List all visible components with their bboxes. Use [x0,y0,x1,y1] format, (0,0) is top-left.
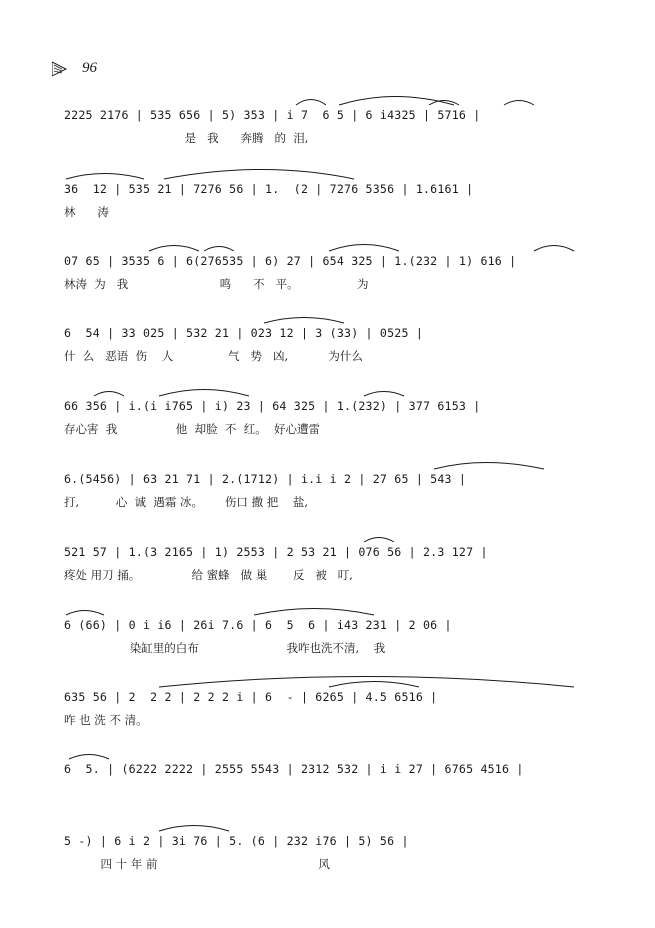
notation-line: 521 57 | 1.(3 2165 | 1) 2553 | 2 53 21 | 076 56 | 2.3 127 | [64,545,488,559]
notation-line: 66 356 | i.(i i765 | i) 23 | 64 325 | 1.(232) | 377 6153 | [64,399,481,413]
lyric-line: 林涛 为 我 鸣 不 平。 为 [64,277,369,291]
lyric-line: 咋 也 洗 不 清。 [64,713,148,727]
lyric-line: 林 涛 [64,205,109,219]
notation-line: 635 56 | 2 2 2 | 2 2 2 i | 6 - | 6265 | 4.5 6516 | [64,690,438,704]
page-number: 96 [82,60,97,76]
lyric-line: 是 我 奔腾 的 泪, [64,131,309,145]
lyric-line: 存心害 我 他 却脸 不 红。 好心遭雷 [64,422,321,436]
notation-line: 07 65 | 3535 6 | 6(276535 | 6) 27 | 654 325 | 1.(232 | 1) 616 | [64,254,517,268]
notation-line: 6 (66) | 0 i i6 | 26i 7.6 | 6 5 6 | i43 231 | 2 06 | [64,618,452,632]
lyric-line: 疼处 用刀 捅。 给 蜜蜂 做 巢 反 被 叮, [64,568,353,582]
notation-line: 2225 2176 | 535 656 | 5) 353 | i 7 6 5 | 6 i4325 | 5716 | [64,108,481,122]
lyric-line: 四 十 年 前 风 [64,857,330,871]
page-corner-ornament-icon [52,60,72,78]
lyric-line: 打, 心 诚 遇霜 冰。 伤口 撒 把 盐, [64,495,309,509]
notation-line: 6 54 | 33 025 | 532 21 | 023 12 | 3 (33) | 0525 | [64,326,424,340]
lyric-line: 什 么 恶语 伤 人 气 势 凶, 为什么 [64,349,363,363]
lyric-line [64,784,584,800]
notation-line: 36 12 | 535 21 | 7276 56 | 1. (2 | 7276 5356 | 1.6161 | [64,182,474,196]
notation-line: 5 -) | 6 i 2 | 3i 76 | 5. (6 | 232 i76 | 5) 56 | [64,834,409,848]
notation-line: 6 5. | (6222 2222 | 2555 5543 | 2312 532 | i i 27 | 6765 4516 | [64,762,524,776]
lyric-line: 染缸里的白布 我咋也洗不清, 我 [64,641,386,655]
notation-line: 6.(5456) | 63 21 71 | 2.(1712) | i.i i 2 | 27 65 | 543 | [64,472,467,486]
